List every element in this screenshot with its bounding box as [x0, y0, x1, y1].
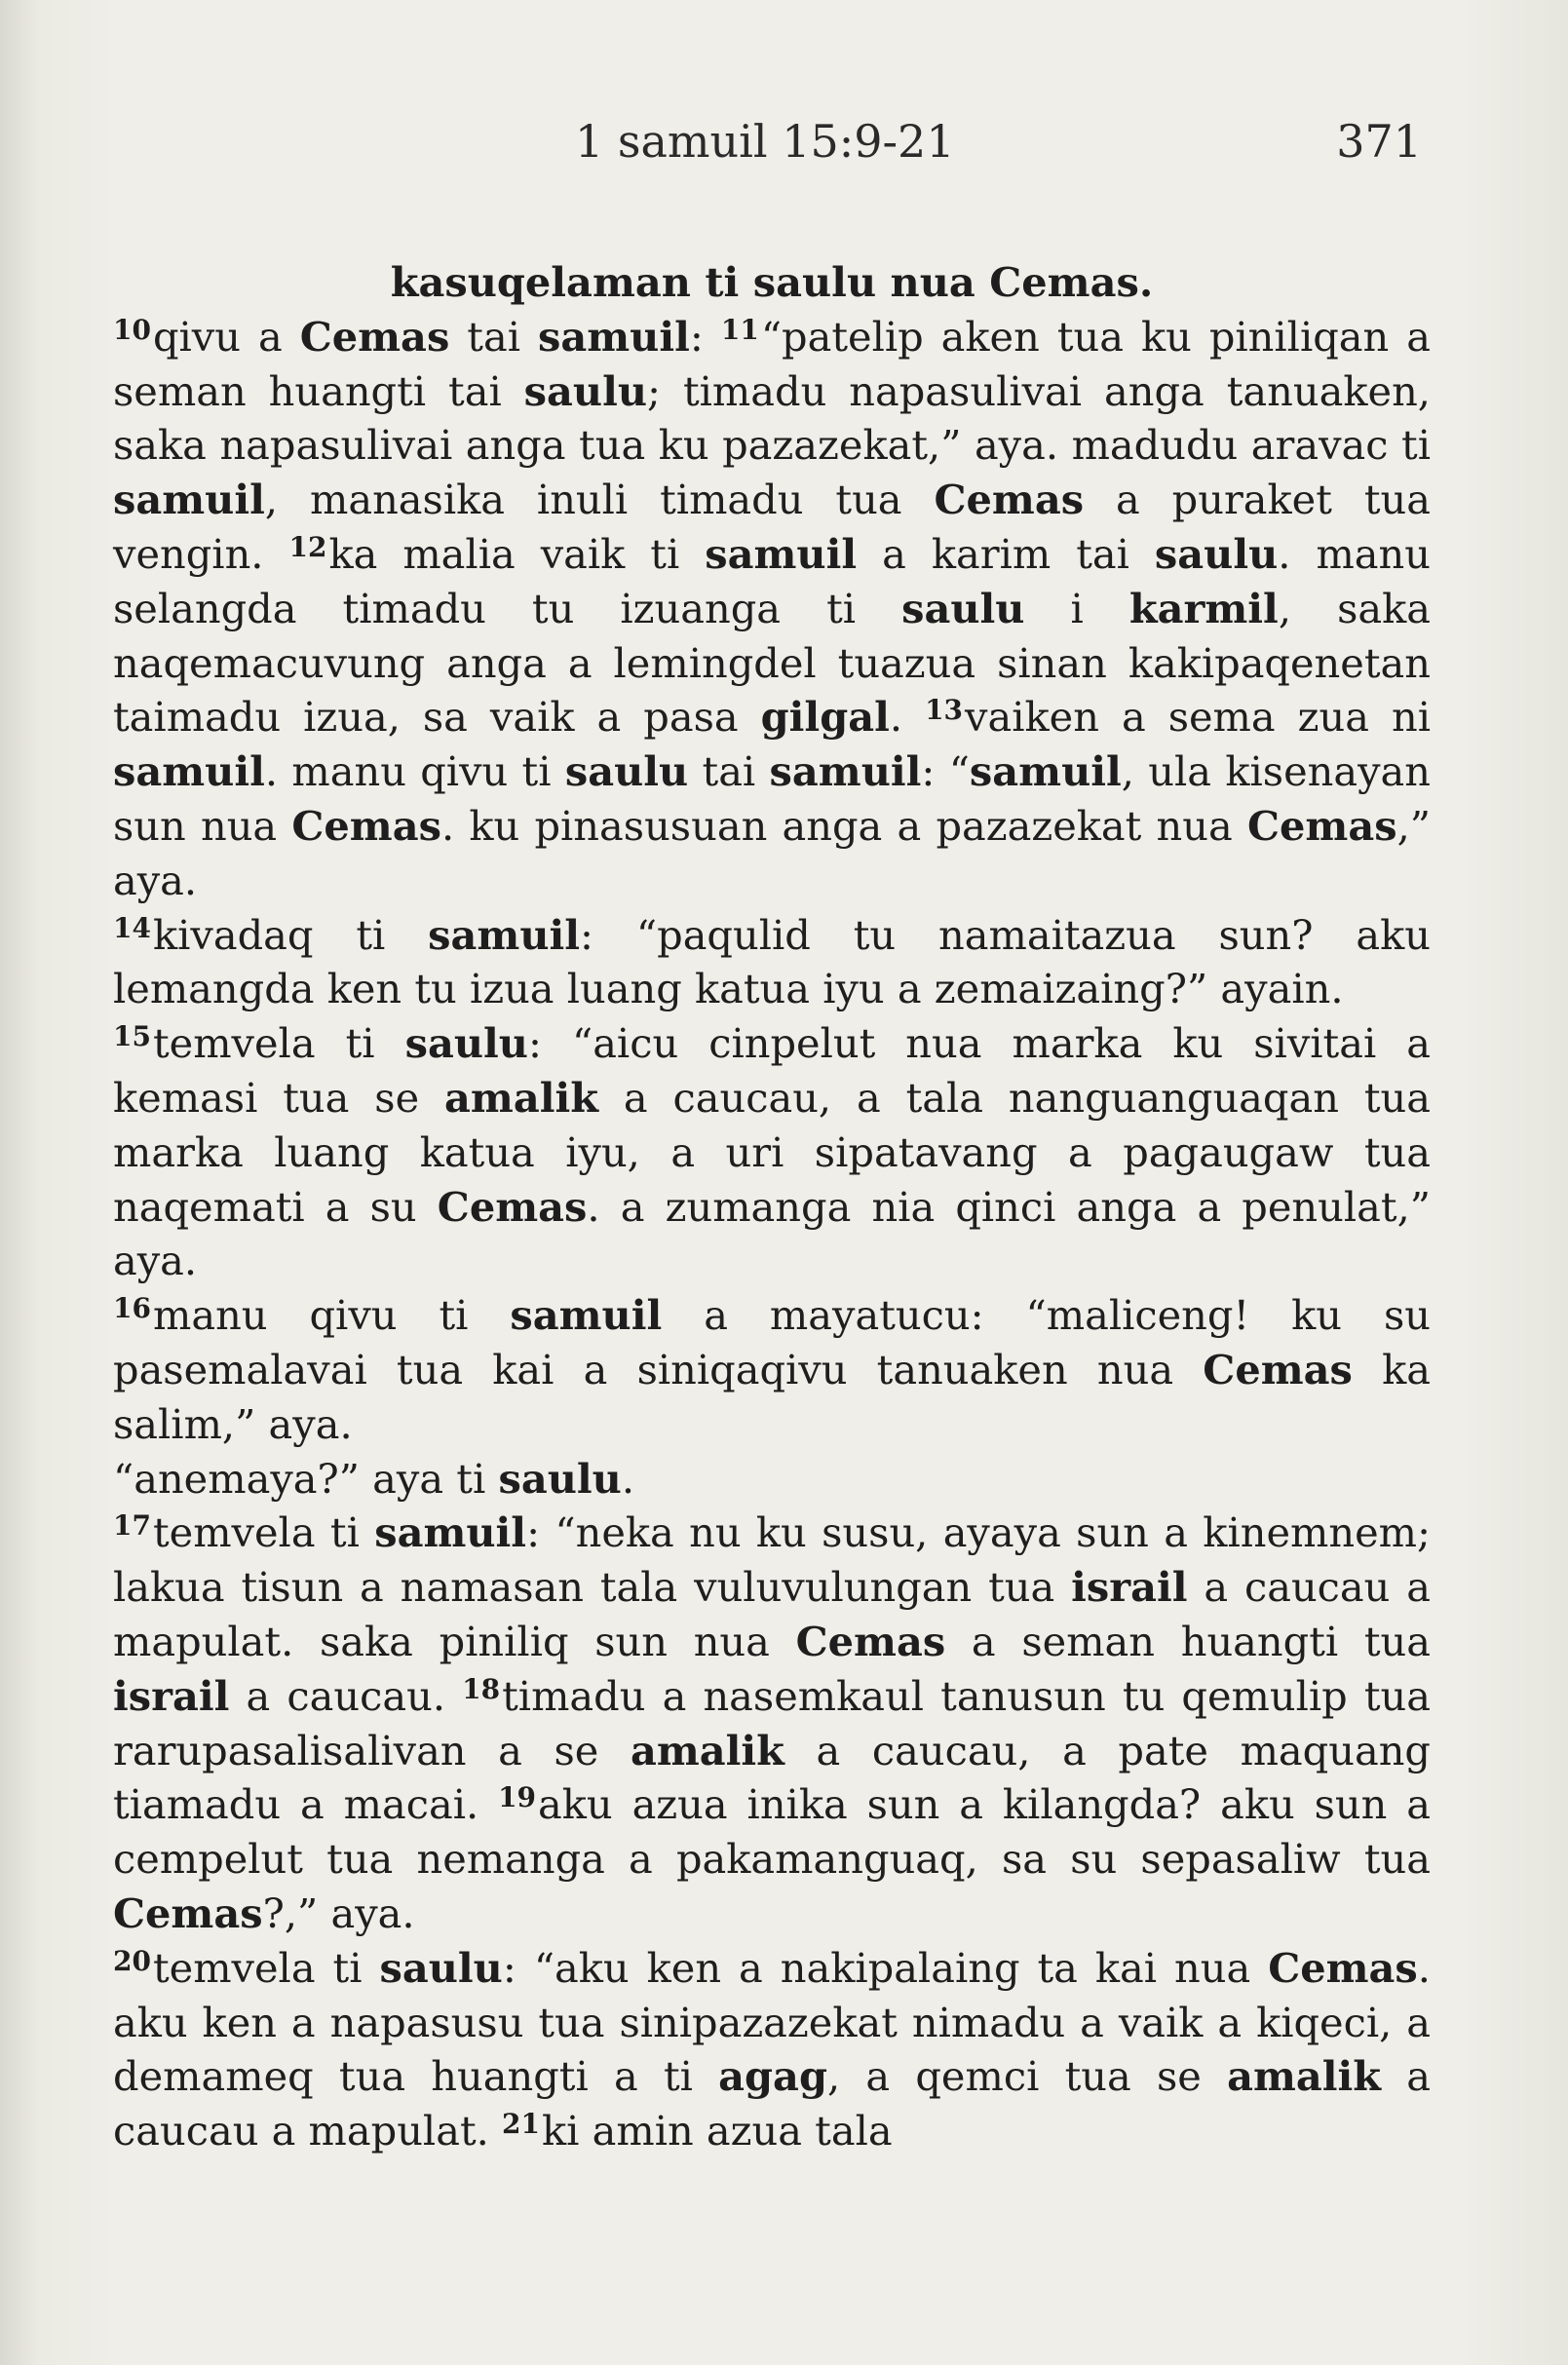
text-run: . aku ken a napasusu tua sinipazazekat nimadu a vaik a kiqeci, a demameq tua huangti a ti — [113, 1943, 1431, 2101]
name-bold: saulu — [404, 1019, 528, 1068]
text-run: timadu a nasemkaul tanusun tu qemulip tua rarupasalisalivan a se — [113, 1671, 1432, 1774]
name-bold: Cemas — [437, 1182, 588, 1231]
name-bold: samuil — [113, 476, 265, 524]
name-bold: kasuqelaman ti saulu nua Cemas. — [390, 258, 1154, 306]
paragraph — [113, 1452, 1431, 1507]
name-bold: samuil — [969, 747, 1122, 796]
text-run: a caucau a mapulat. — [113, 2052, 1432, 2155]
name-bold: saulu — [564, 747, 689, 796]
text-run: i — [1024, 584, 1129, 632]
text-run: . a zumanga nia qinci anga a penulat,” aya. — [113, 1182, 1431, 1285]
name-bold: gilgal — [760, 693, 890, 742]
text-run: tai — [688, 747, 770, 796]
name-bold: israil — [113, 1671, 230, 1720]
verse-number: 11 — [720, 313, 759, 346]
text-run: . ku pinasusuan anga a pazazekat nua — [440, 801, 1247, 850]
name-bold: samuil — [769, 747, 922, 796]
paragraph — [113, 1941, 1431, 2158]
name-bold: amalik — [444, 1073, 598, 1122]
name-bold: saulu — [379, 1943, 503, 1992]
name-bold: Cemas — [934, 476, 1085, 524]
name-bold: samuil — [113, 747, 265, 796]
name-bold: israil — [1071, 1563, 1188, 1612]
text-run: a puraket tua vengin. — [113, 476, 1431, 578]
name-bold: agag — [718, 2052, 827, 2101]
text-run: vaiken a sema zua ni — [965, 693, 1431, 742]
page-number: 371 — [1336, 115, 1422, 168]
text-run: . manu qivu ti — [264, 747, 565, 796]
name-bold: saulu — [901, 584, 1025, 632]
name-bold: Cemas — [299, 312, 450, 361]
verse-number: 20 — [113, 1944, 151, 1977]
name-bold: saulu — [1154, 529, 1279, 578]
text-run: temvela ti — [152, 1508, 375, 1557]
verse-number: 12 — [288, 530, 327, 563]
paragraph — [113, 1016, 1431, 1288]
text-run: qivu a — [152, 312, 300, 361]
paragraph — [113, 908, 1431, 1017]
text-run: a mayatucu: “maliceng! ku su pasemalavai tua kai a siniqaqivu tanuaken nua — [113, 1291, 1431, 1393]
text-run: a karim tai — [857, 529, 1155, 578]
text-run: , ula kisenayan sun nua — [113, 747, 1432, 850]
text-run: . — [889, 693, 926, 742]
name-bold: Cemas — [1268, 1943, 1418, 1992]
name-bold: Cemas — [795, 1617, 946, 1665]
chapter-reference: 1 samuil 15:9-21 — [575, 115, 955, 168]
name-bold: Cemas — [291, 801, 441, 850]
name-bold: Cemas — [113, 1888, 263, 1937]
text-run: temvela ti — [152, 1943, 380, 1992]
text-run: a caucau, a tala nanguanguaqan tua marka luang katua iyu, a uri sipatavang a pagaugaw tua naqemati a su — [113, 1073, 1431, 1231]
text-run: , manasika inuli timadu tua — [264, 476, 935, 524]
text-run: a seman huangti tua — [945, 1617, 1431, 1665]
name-bold: Cemas — [1203, 1345, 1353, 1393]
name-bold: saulu — [498, 1454, 622, 1503]
verse-number: 17 — [113, 1509, 151, 1543]
name-bold: samuil — [705, 529, 858, 578]
text-run: : “ — [921, 747, 970, 796]
text-run: kivadaq ti — [152, 910, 429, 959]
text-run: temvela ti — [152, 1019, 405, 1068]
name-bold: saulu — [523, 366, 648, 415]
running-header — [0, 115, 1568, 183]
paragraph — [113, 1506, 1431, 1940]
name-bold: Cemas — [1246, 801, 1397, 850]
name-bold: samuil — [428, 910, 581, 959]
text-run: ,” aya. — [113, 801, 1431, 904]
verse-number: 10 — [113, 313, 151, 346]
verse-number: 21 — [502, 2108, 540, 2141]
paragraph — [113, 1288, 1431, 1451]
text-run: : “aicu cinpelut nua marka ku sivitai a kemasi tua se — [113, 1019, 1431, 1122]
verse-number: 19 — [498, 1781, 537, 1814]
section-heading — [113, 255, 1431, 310]
text-run: “patelip aken tua ku piniliqan a seman huangti tai — [113, 312, 1431, 415]
name-bold: samuil — [374, 1508, 527, 1557]
text-run: aku azua inika sun a kilangda? aku sun a cempelut tua nemanga a pakamanguaq, sa su sepasaliw tua — [113, 1780, 1431, 1884]
text-run: ?,” aya. — [262, 1888, 415, 1937]
paragraph — [113, 310, 1431, 908]
text-run: tai — [449, 312, 538, 361]
text-run: : “aku ken a nakipalaing ta kai nua — [502, 1943, 1269, 1992]
text-run: ka malia vaik ti — [328, 529, 706, 578]
text-run: manu qivu ti — [152, 1291, 511, 1340]
text-run: ka salim,” aya. — [113, 1345, 1431, 1448]
text-run: “anemaya?” aya ti — [113, 1454, 499, 1503]
text-run: . — [621, 1454, 635, 1503]
text-run: ki amin azua tala — [541, 2107, 893, 2155]
name-bold: samuil — [537, 312, 690, 361]
name-bold: amalik — [630, 1726, 784, 1774]
text-run: . manu selangda timadu tu izuanga ti — [113, 529, 1431, 632]
verse-number: 18 — [462, 1672, 501, 1705]
scripture-text — [113, 255, 1431, 2158]
name-bold: samuil — [510, 1291, 663, 1340]
verse-number: 15 — [113, 1020, 151, 1053]
name-bold: karmil — [1128, 584, 1279, 632]
text-run: a caucau, a pate maquang tiamadu a macai. — [113, 1726, 1431, 1829]
text-run: , saka naqemacuvung anga a lemingdel tuazua sinan kakipaqenetan taimadu izua, sa vaik a pasa — [113, 584, 1432, 742]
text-run: , a qemci tua se — [826, 2052, 1228, 2101]
text-run: a caucau. — [229, 1671, 463, 1720]
verse-number: 16 — [113, 1292, 151, 1325]
text-run: ; timadu napasulivai anga tanuaken, saka napasulivai anga tua ku pazazekat,” aya. madudu aravac ti — [113, 366, 1431, 470]
text-run: a caucau a mapulat. saka piniliq sun nua — [113, 1563, 1431, 1665]
verse-number: 13 — [925, 694, 964, 727]
verse-number: 14 — [113, 911, 151, 944]
name-bold: amalik — [1227, 2052, 1382, 2101]
text-run: : “paqulid tu namaitazua sun? aku lemangda ken tu izua luang katua iyu a zemaizaing?” ayain. — [113, 910, 1431, 1013]
text-run: : — [689, 312, 721, 361]
text-run: : “neka nu ku susu, ayaya sun a kinemnem; lakua tisun a namasan tala vuluvulungan tua — [113, 1508, 1431, 1612]
